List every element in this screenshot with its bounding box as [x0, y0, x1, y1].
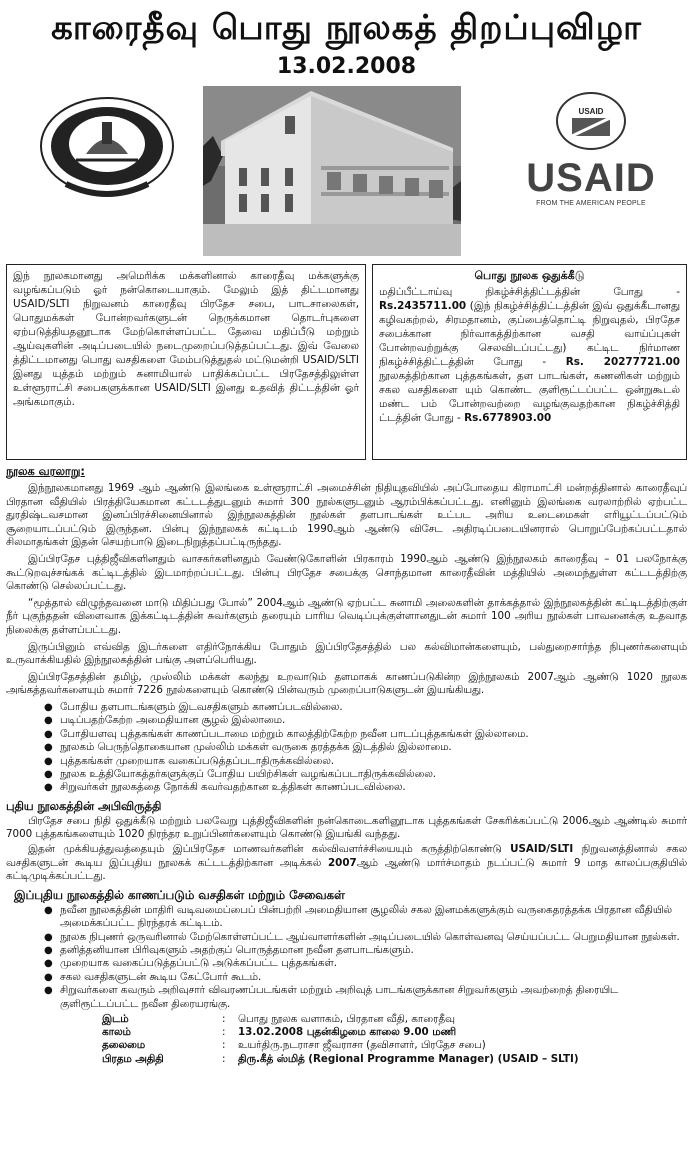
list-item: ● படிப்பதற்கேற்ற அமைதியான சூழல் இல்லாமை.: [44, 714, 687, 727]
donation-note-box: [6, 264, 366, 460]
chair-label: தலைமை: [102, 1039, 146, 1052]
services-heading: இப்புதிய நூலகத்தில் காணப்படும் வசதிகள் மற்றும் சேவைகள்: [14, 887, 345, 902]
allocation-text-1: மதிப்பீட்டாய்வு நிகழ்ச்சித்திட்டத்தின் போது -: [379, 286, 680, 298]
allocation-text-2: (இந் நிகழ்ச்சித்திட்டத்தின் இவ் ஒதுக்கீடானது கழிவகற்றல், சிரமதானம், குப்பைத்தொட்டி நிறுவுதல், பிரதேச சபைக்கான நிர்வாகத்திற்கான வசதி வாய்ப்புகள் போன்றவற்றுக்கு செலவிடப்பட்டது) கட்டிட நிர்மாண நிகழ்ச்சித்திட்டத்தின் போது -: [379, 300, 680, 368]
services-list: [44, 904, 687, 1011]
chief-guest-label: பிரதம அதிதி: [102, 1052, 164, 1065]
development-heading: புதிய நூலகத்தின் அபிவிருத்தி: [6, 798, 162, 813]
list-item: ● சகல வசதிகளுடன் கூடிய கேட்போர் கூடம்.: [44, 971, 687, 984]
chief-guest-value: திரு.கீத் ஸ்மித் (Regional Programme Manager) (USAID – SLTI): [238, 1052, 579, 1065]
development-text-c: ஆம் ஆண்டு மார்ச்மாதம் நடப்பட்டு சுமார் 9 மாத காலப்பகுதியில் கட்டிமுடிக்கப்பட்டது.: [6, 856, 687, 883]
allocation-heading: பொது நூலக ஒதுக்கீடு: [474, 269, 585, 282]
list-item: ● முறையாக வகைப்படுத்தப்பட்டு அடுக்கப்பட்ட புத்தகங்கள்.: [44, 957, 687, 970]
development-year: 2007: [327, 856, 357, 869]
development-text-b: நிறுவனத்தினால் சகல வசதிகளுடன் கூடிய இப்புதிய நூலகக் கட்டடத்திற்கான அடிக்கல்: [6, 842, 687, 869]
allocation-box: [372, 264, 687, 460]
list-item: ● நவீன நூலகத்தின் மாதிரி வடிவமைப்பைப் பின்பற்றி அமைதியான சூழலில் சகல இனமக்களுக்கும் வருகைதரத்தக்க பிரதான வீதியில் அமைக்கப்பட்ட நிரந்தரக் கட்டிடம்.: [44, 904, 687, 931]
history-paragraph-4: இருப்பினும் எவ்வித இடர்களை எதிர்நோக்கிய போதும் இப்பிரதேசத்தில் பல கல்விமான்களையும், பல்துறைசார்ந்த நிபுணர்களையும் உருவாக்கியதில் இந்நூலகத்தின் பங்கு அளப்பெரியது.: [6, 640, 687, 667]
list-item: ● நூலக உத்தியோகத்தர்களுக்குப் போதிய பயிற்சிகள் வழங்கப்படாதிருக்கவில்லை.: [44, 768, 687, 781]
time-value: 13.02.2008 புதன்கிழமை காலை 9.00 மணி: [238, 1026, 456, 1039]
list-item: ● சிறுவர்கள் நூலகத்தை நோக்கி கவர்வதற்கான உத்திகள் காணப்படவில்லை.: [44, 781, 687, 794]
separator-colon: :: [222, 1012, 226, 1025]
usaid-logo: [521, 84, 661, 216]
list-item: ● போதியளவு புத்தகங்கள் காணப்படாமை மற்றும் காலத்திற்கேற்ற நவீன பாடப்புத்தகங்கள் இல்லாமை.: [44, 728, 687, 741]
donation-note-text: இந் நூலகமானது அமெரிக்க மக்களினால் காரைதீவு மக்களுக்கு வழங்கப்படும் ஓர் நன்கொடையாகும். மேலும் இத் திட்டமானது USAID/SLTI நிறுவனம் காரைதீவு பிரதேச சபை, பாடசாலைகள், பொதுமக்கள் போன்றவர்களுடன் நெருக்கமான தொடர்புகளை ஏற்படுத்தியதனூடாக மேற்கொள்ளப்பட்ட தேவை மதிப்பீடு மற்றும் ஆய்வுகளின் அடிப்படையில் நடைமுறைப்படுத்தப்பட்டது. இவ் வேலை த்திட்டமானது பொது வசதிகளை மேம்படுத்துதல் மட்டுமன்றி USAID/SLTI இனது யுத்தம் மற்றும் சுனாமியால் பாதிக்கப்பட்ட பிரதேசத்திலுள்ள உள்ளூராட்சி சபைகளுக்கான USAID/SLTI இனது உதவித் திட்டத்தின் ஓர் அங்கமாகும்.: [13, 270, 359, 408]
separator-colon: :: [222, 1039, 226, 1052]
history-heading: நூலக வரலாறு:: [6, 464, 85, 478]
history-paragraph-2: இப்பிரதேச புத்திஜீவிகளினதும் வாசகர்களினதும் வேண்டுகோளின் பிரகாரம் 1990ஆம் ஆண்டு இந்நூலகம் காரைதீவு – 01 பலநோக்கு கூட்டுறவுச்சங்கக் கட்டிடத்தில் இடமாற்றப்பட்டது. பின்பு பிரதேச சபைக்கு சொந்தமான காரைதீவின் மத்தியில் அமைந்துள்ள கட்டடத்திற்கு கொண்டு செல்லப்பட்டது.: [6, 552, 687, 593]
usaid-seal-label: USAID: [578, 107, 604, 116]
list-item: ● புத்தகங்கள் முறையாக வகைப்படுத்தப்படாதிருக்கவில்லை.: [44, 755, 687, 768]
event-date: 13.02.2008: [276, 54, 417, 79]
list-item: ● நூலகம் பெருந்தொகையான முஸ்லிம் மக்கள் வருகை தரத்தக்க இடத்தில் இல்லாமை.: [44, 741, 687, 754]
allocation-amount-2: Rs. 20277721.00: [565, 356, 680, 368]
development-paragraph-1: பிரதேச சபை நிதி ஒதுக்கீடு மற்றும் பலவேறு புத்திஜீவிகளின் நன்கொடைகளினூடாக புத்தகங்கள் சேகரிக்கப்பட்டு 2006ஆம் ஆண்டில் சுமார் 7000 புத்தகங்களையும் 1020 நிரந்தர உறுப்பினர்களையும் கொண்டு இயங்கி வந்தது.: [6, 814, 687, 841]
usaid-tagline: FROM THE AMERICAN PEOPLE: [536, 200, 646, 207]
development-paragraph-2: [6, 843, 687, 884]
time-label: காலம்: [102, 1026, 131, 1039]
history-paragraph-5: இப்பிரதேசத்தின் தமிழ், முஸ்லிம் மக்கள் கலந்து உறவாடும் தளமாகக் காணப்படுகின்ற இந்நூலகம் 2007ஆம் ஆண்டு 1020 நூலக அங்கத்தவர்களையும் சுமார் 7226 நூல்களையும் கொண்டு பின்வரும் முறைப்பாடுகளுடன் இயங்கியது.: [6, 670, 687, 697]
allocation-text-3: நூலகத்திற்கான புத்தகங்கள், தள பாடங்கள், கணனிகள் மற்றும் சகல வசதிகளை யும் கொண்ட குளிரூட்டப்பட்ட ஒன்றுகூடல் மண்ட பம் போன்றவற்றை வழங்குவதற்கான நிகழ்ச்சித்தி ட்டத்தின் போது -: [379, 370, 680, 424]
event-details: [102, 1013, 687, 1066]
usaid-seal-icon: [556, 92, 626, 150]
separator-colon: :: [222, 1052, 226, 1065]
development-org: USAID/SLTI: [510, 842, 574, 855]
library-building-photo: [203, 86, 461, 256]
history-paragraph-1: இந்நூலகமானது 1969 ஆம் ஆண்டு இலங்கை உள்ளூராட்சி அமைச்சின் நிதியுதவியில் அப்போதைய கிராமாட்சி மன்றத்தினால் காரைதீவுப் பிரதான வீதியில் பிரத்தியேகமான கட்டடத்துடனும் சுமார் 300 நூல்களுடனும் ஆரம்பிக்கப்பட்டது. எனினும் இலங்கை வரலாற்றில் ஏற்பட்ட துரதிஷ்டவசமான இனப்பிரச்சினையினால் இந்நூலகத்தின் நூல்கள் தளபாடங்கள் உட்பட அரிய உடைமைகள் எரியூட்டப்பட்டும் சூறையாடப்பட்டும் இருந்தன. பின்பு இந்நூலகக் கட்டிடம் 1990ஆம் ஆண்டு விசேட அதிரடிப்படையினரால் பொறுப்பேற்கப்பட்டதால் சிலமாதங்கள் இதன் செயற்பாடு இடைநிறுத்தப்பட்டிருந்தது.: [6, 482, 687, 549]
venue-value: பொது நூலக வளாகம், பிரதான வீதி, காரைதீவு: [238, 1012, 455, 1025]
issues-list: [44, 701, 687, 795]
usaid-wordmark: USAID: [526, 156, 656, 200]
development-text-a: இதன் முக்கியத்துவத்தையும் இப்பிரதேச மாணவர்களின் கல்விவளர்ச்சியையும் கருத்திற்கொண்டு: [28, 842, 511, 855]
page-title: காரைதீவு பொது நூலகத் திறப்புவிழா: [51, 8, 642, 48]
council-seal-logo: [36, 94, 178, 202]
info-boxes: [6, 264, 687, 460]
list-item: ● போதிய தளபாடங்களும் இடவசதிகளும் காணப்படவில்லை.: [44, 701, 687, 714]
hero-section: [6, 84, 687, 262]
allocation-amount-1: Rs.2435711.00: [379, 300, 467, 312]
list-item: ● நூலக நிபுணர் ஒருவரினால் மேற்கொள்ளப்பட்ட ஆய்வாளர்களின் அடிப்படையில் கொள்வனவு செய்யப்பட்ட பெறுமதியான நூல்கள்.: [44, 931, 687, 944]
chair-value: உயர்திரு.நடராசா ஜீவராசா (தவிசாளர், பிரதேச சபை): [238, 1039, 486, 1052]
list-item: ● சிறுவர்களை கவரும் அறிவுசார் விவரணப்படங்கள் மற்றும் அறிவுத் பாடங்களுக்கான சிறுவர்களும் அவற்றைத் திரையிட குளிரூட்டப்பட்ட நவீன திரையரங்கு.: [44, 984, 687, 1011]
history-paragraph-3: “மூத்தால் விழுந்தவனை மாடு மிதிப்பது போல்” 2004ஆம் ஆண்டு ஏற்பட்ட சுனாமி அலைகளின் தாக்கத்தால் இந்நூலகத்தின் கட்டிடத்திற்குள் நீர் புகுந்ததன் விளைவாக இக்கட்டிடத்தின் சுவர்களும் தரையும் பாரிய வெடிப்புக்குள்ளானதுடன் சுமார் 100 அரிய நூல்கள் பாவனைக்கு உதவாத நிலைக்கு தள்ளப்பட்டது.: [6, 596, 687, 636]
list-item: ● தனித்தனியான பிரிவுகளும் அதற்குப் பொருத்தமான நவீன தளபாடங்களும்.: [44, 944, 687, 957]
venue-label: இடம்: [102, 1012, 129, 1025]
separator-colon: :: [222, 1026, 226, 1039]
allocation-amount-3: Rs.6778903.00: [464, 412, 552, 424]
